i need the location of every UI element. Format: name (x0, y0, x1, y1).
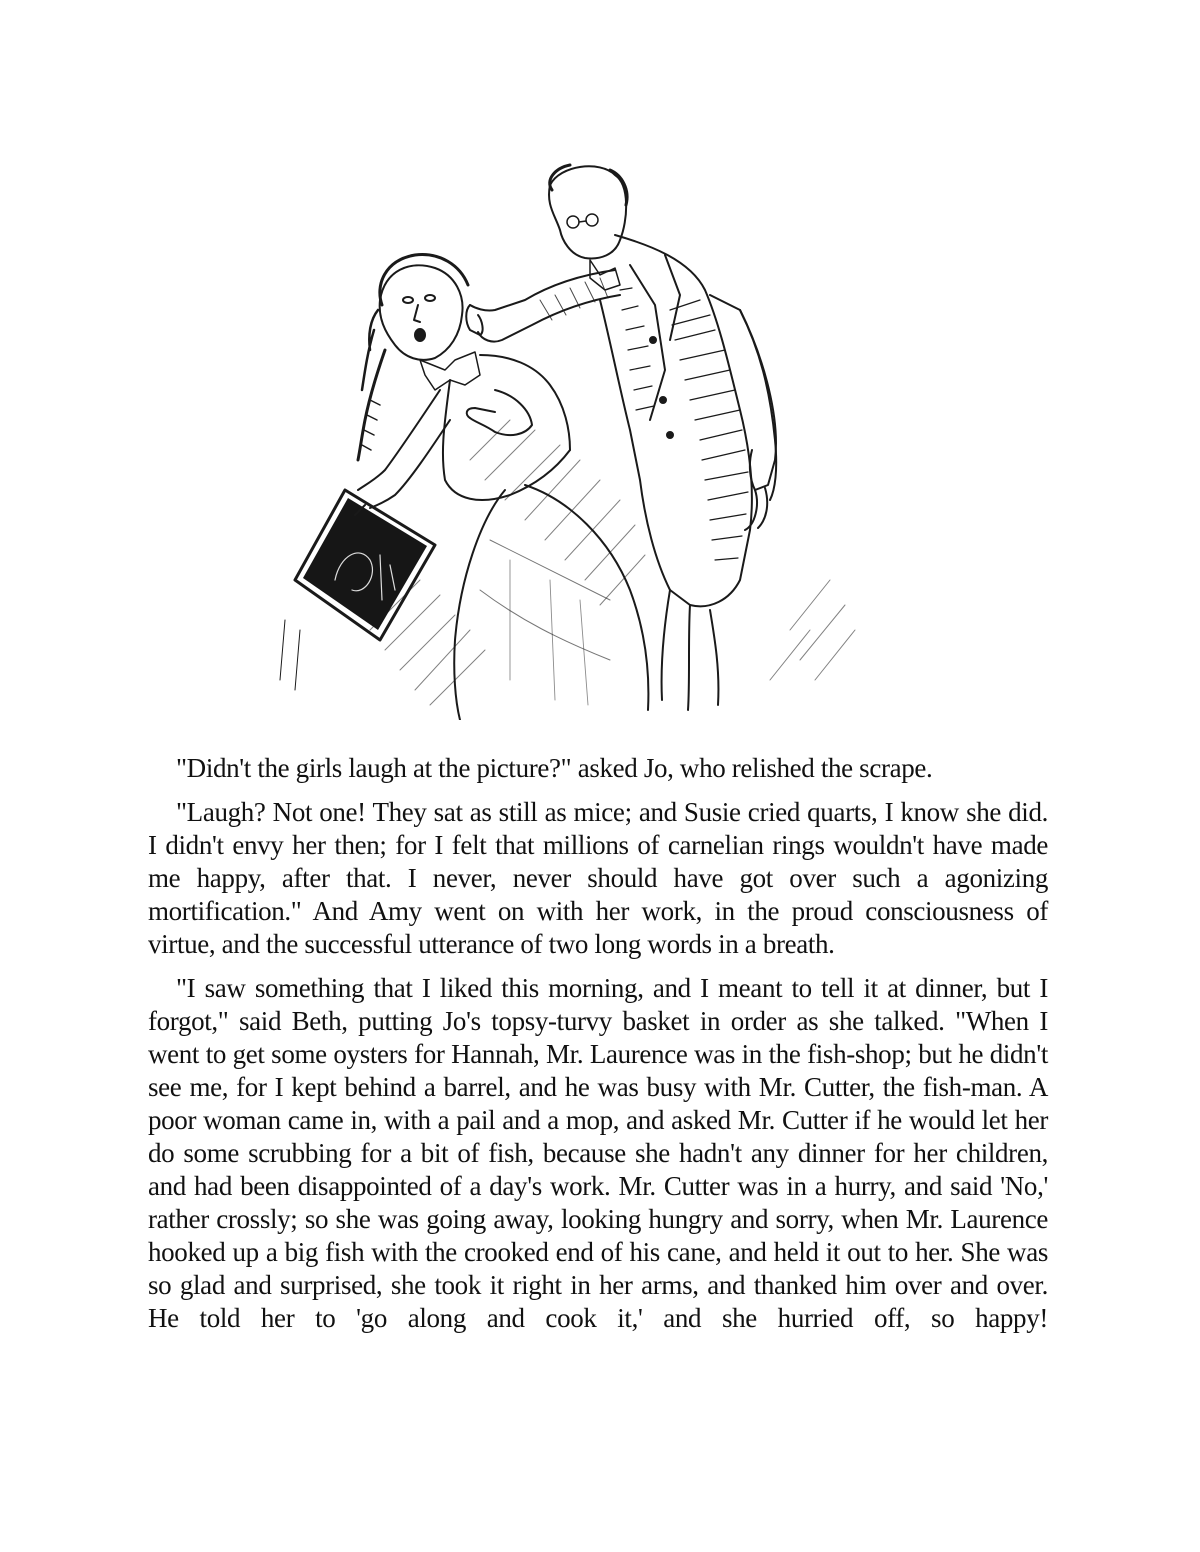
paragraph-2: "Laugh? Not one! They sat as still as mice; and Susie cried quarts, I know she did. I didn't envy her then; for I felt that millions of carnelian rings wouldn't have made me happy, after that. I never, never should have got over such a agonizing mortification." And Amy went on with her work, in the proud consciousness of virtue, and the successful utterance of two long words in a breath. (148, 797, 1048, 959)
slate-picture (280, 490, 435, 690)
illustration-engraving (270, 160, 950, 720)
man-figure (466, 165, 776, 710)
paragraph-3: "I saw something that I liked this morning, and I meant to tell it at dinner, but I forgot," said Beth, putting Jo's topsy-turvy basket in order as she talked. "When I went to get some oysters for Hannah, Mr. Laurence was in the fish-shop; but he didn't see me, for I kept behind a barrel, and he was busy with Mr. Cutter, the fish-man. A poor woman came in, with a pail and a mop, and asked Mr. Cutter if he would let her do some scrubbing for a bit of fish, because she hadn't any dinner for her children, and had been disappointed of a day's work. Mr. Cutter was in a hurry, and said 'No,' rather crossly; so she was going away, looking hungry and sorry, when Mr. Laurence hooked up a big fish with the crooked end of his cane, and held it out to her. She was so glad and surprised, she took it right in her arms, and thanked him over and over. He told her to 'go along and cook it,' and she hurried off, so happy! (148, 973, 1048, 1333)
paragraph-1: "Didn't the girls laugh at the picture?" asked Jo, who relished the scrape. (176, 753, 933, 783)
story-text (148, 752, 1048, 1346)
